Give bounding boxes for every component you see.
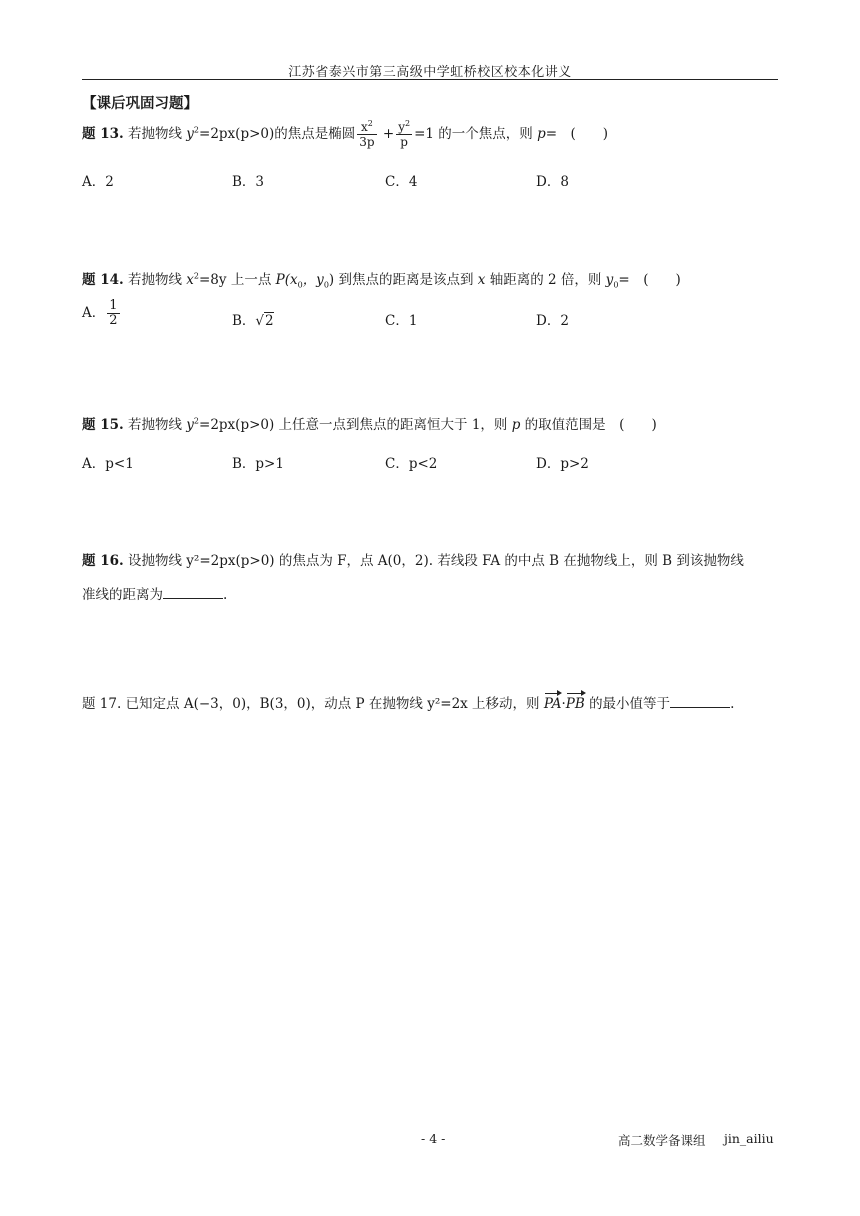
- question-label: 题 15.: [82, 417, 124, 433]
- question-14: 题 14. 若抛物线 $x^2=8y$ 上一点 $P(x_0$，$y_0$) 到焦点的距离是该点到 x 轴距离的 2 倍，则 $y_0=$ ( ): [82, 271, 681, 290]
- q13-eq-rest: =2px(p>0): [199, 126, 275, 142]
- q15-option-c: C．p<2: [385, 456, 438, 472]
- question-15: 题 15. 若抛物线 $y^2=2px(p>0)$ 上任意一点到焦点的距离恒大于 1，则 p 的取值范围是 ( ): [82, 416, 657, 433]
- question-label: 题 14.: [82, 272, 124, 288]
- sqrt-icon: √2: [255, 313, 274, 329]
- q13-prefix: 若抛物线: [127, 126, 182, 142]
- q13-middle: 的焦点是椭圆: [274, 126, 356, 142]
- question-16-line2: 准线的距离为 .: [82, 587, 228, 603]
- q13-option-c: C．4: [385, 174, 418, 190]
- page-number: - 4 -: [421, 1131, 446, 1146]
- q13-tail: =1 的一个焦点，则: [414, 126, 533, 142]
- q13-fraction-y2-p: $\frac{y^2}{p}$: [398, 119, 411, 149]
- section-title: 【课后巩固习题】: [82, 95, 198, 112]
- answer-blank[interactable]: [670, 695, 730, 708]
- q15-option-a: A．p<1: [82, 456, 134, 472]
- q13-eq-y: y: [186, 126, 194, 142]
- footer-author: jin_ailiu: [724, 1131, 774, 1146]
- answer-blank[interactable]: [163, 586, 223, 599]
- q13-option-a: A．2: [82, 174, 114, 190]
- question-label: 题 16.: [82, 553, 124, 569]
- question-13: 题 13. 若抛物线 $y^2=2px(p>0)$的焦点是椭圆 $\frac{x^2}{3p}$ + $\frac{y^2}{p}$ =1 的一个焦点，则 p= ( ): [82, 119, 609, 149]
- q13-end: = ( ): [545, 126, 609, 142]
- q13-plus: +: [382, 126, 395, 142]
- question-label: 题 13.: [82, 126, 124, 142]
- q16-line1: 设抛物线 y²=2px(p>0) 的焦点为 F，点 A(0，2). 若线段 FA 的中点 B 在抛物线上，则 B 到该抛物线: [127, 553, 744, 569]
- q15-option-b: B．p>1: [232, 456, 284, 472]
- vector-pb: PB: [565, 696, 585, 712]
- q13-option-b: B．3: [232, 174, 265, 190]
- question-17: 题 17. 已知定点 A(−3，0)，B(3，0)，动点 P 在抛物线 y²=2x 上移动，则 PA·PB 的最小值等于 .: [82, 696, 735, 712]
- q14-option-b: B．√2: [232, 313, 274, 329]
- header-rule: [82, 79, 778, 80]
- q13-fraction-x2-3p: $\frac{x^2}{3p}$: [359, 119, 375, 149]
- footer-group: 高二数学备课组: [618, 1133, 706, 1148]
- q14-option-d: D．2: [536, 313, 569, 329]
- q14-option-a: A． $\frac{1}{2}$: [82, 298, 118, 328]
- q13-option-d: D．8: [536, 174, 569, 190]
- q15-option-d: D．p>2: [536, 456, 589, 472]
- vector-pa: PA: [543, 696, 562, 712]
- q13-p: p: [537, 126, 546, 142]
- question-label: 题 17.: [82, 696, 122, 712]
- header-title: 江苏省泰兴市第三高级中学虹桥校区校本化讲义: [288, 65, 572, 80]
- question-16: [82, 551, 744, 571]
- q14-option-c: C．1: [385, 313, 418, 329]
